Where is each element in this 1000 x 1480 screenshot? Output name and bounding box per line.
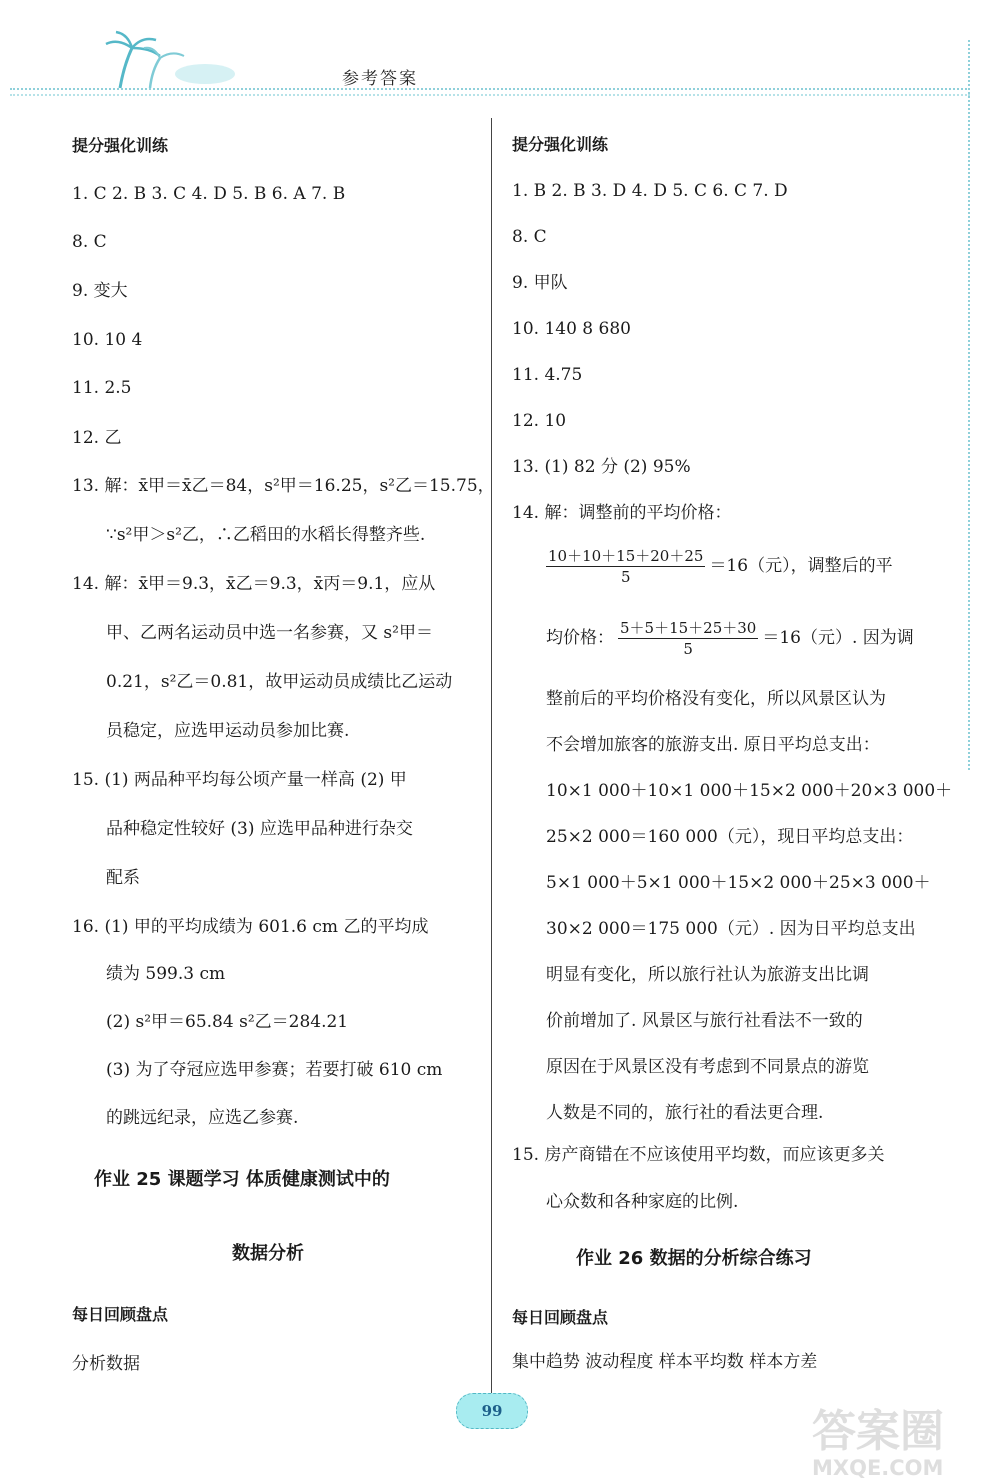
left-answer-14-line2: 甲、乙两名运动员中选一名参赛，又 s²甲＝: [106, 623, 433, 643]
left-section-title-line1: 作业 25 课题学习 体质健康测试中的: [94, 1169, 390, 1190]
left-section-title-line2: 数据分析: [232, 1243, 304, 1264]
left-answer-9: 9. 变大: [72, 281, 128, 301]
fraction-after: [618, 618, 758, 659]
left-answer-16-line5: 的跳远纪录，应选乙参赛.: [106, 1108, 299, 1128]
left-answer-16-line3: (2) s²甲＝65.84 s²乙＝284.21: [106, 1012, 349, 1032]
left-answer-11: 11. 2.5: [72, 378, 132, 398]
right-heading-review: 每日回顾盘点: [512, 1308, 609, 1327]
right-answer-14-fraction-line: [542, 546, 893, 587]
watermark-text-cn: 答案圈: [812, 1406, 944, 1457]
right-answer-15-line2: 心众数和各种家庭的比例.: [546, 1192, 739, 1212]
fraction-numerator: 10＋10＋15＋20＋25: [548, 547, 704, 565]
left-answer-16-line1: 16. (1) 甲的平均成绩为 601.6 cm 乙的平均成: [72, 917, 429, 937]
left-answer-14-line1: 14. 解：x̄甲＝9.3，x̄乙＝9.3，x̄丙＝9.1，应从: [72, 574, 436, 594]
palm-tree-icon: [80, 30, 240, 90]
avg-price-label: 均价格：: [546, 628, 614, 648]
right-answer-9: 9. 甲队: [512, 273, 568, 293]
left-answer-16-line2: 绩为 599.3 cm: [106, 964, 226, 984]
fraction-denominator: 5: [683, 640, 693, 658]
column-divider: [491, 118, 492, 1408]
right-answer-14-line7: 25×2 000＝160 000（元），现日平均总支出：: [546, 827, 914, 847]
right-answer-14-line10: 明显有变化，所以旅行社认为旅游支出比调: [546, 965, 869, 985]
left-answer-10: 10. 10 4: [72, 330, 143, 350]
left-answer-13-line2: ∵s²甲＞s²乙，∴乙稻田的水稻长得整齐些.: [106, 525, 426, 545]
left-answer-15-line3: 配系: [106, 868, 140, 888]
right-answer-14-line9: 30×2 000＝175 000（元）. 因为日平均总支出: [546, 919, 916, 939]
left-review-text: 分析数据: [72, 1354, 140, 1374]
right-answer-10: 10. 140 8 680: [512, 319, 631, 339]
right-answer-14-line13: 人数是不同的，旅行社的看法更合理.: [546, 1103, 824, 1123]
watermark-logo: [812, 1408, 944, 1480]
right-answer-14-line11: 价前增加了. 风景区与旅行社看法不一致的: [546, 1011, 863, 1031]
left-answer-12: 12. 乙: [72, 428, 122, 448]
left-answer-14-line3: 0.21，s²乙＝0.81，故甲运动员成绩比乙运动: [106, 672, 453, 692]
fraction-result-text: ＝16（元），调整后的平: [709, 556, 893, 576]
fraction-result-text: ＝16（元）. 因为调: [762, 628, 914, 648]
left-answer-1-7: 1. C 2. B 3. C 4. D 5. B 6. A 7. B: [72, 184, 346, 204]
margin-dotted-line: [968, 40, 970, 770]
right-answer-14-line3: [546, 618, 914, 659]
right-answer-1-7: 1. B 2. B 3. D 4. D 5. C 6. C 7. D: [512, 181, 788, 201]
right-answer-15-line1: 15. 房产商错在不应该使用平均数，而应该更多关: [512, 1145, 885, 1165]
right-answer-14-line4: 整前后的平均价格没有变化，所以风景区认为: [546, 689, 886, 709]
left-heading-review: 每日回顾盘点: [72, 1305, 169, 1324]
right-answer-12: 12. 10: [512, 411, 567, 431]
right-answer-14-line8: 5×1 000＋5×1 000＋15×2 000＋25×3 000＋: [546, 873, 931, 893]
header-dotted-line-2: [10, 94, 970, 96]
left-heading-training: 提分强化训练: [72, 136, 169, 155]
fraction-denominator: 5: [620, 568, 631, 586]
right-answer-11: 11. 4.75: [512, 365, 583, 385]
right-review-text: 集中趋势 波动程度 样本平均数 样本方差: [512, 1352, 818, 1372]
right-heading-training: 提分强化训练: [512, 135, 609, 154]
left-answer-13-line1: 13. 解：x̄甲＝x̄乙＝84，s²甲＝16.25，s²乙＝15.75，: [72, 476, 495, 496]
left-answer-16-line4: (3) 为了夺冠应选甲参赛；若要打破 610 cm: [106, 1060, 443, 1080]
fraction-numerator: 5＋5＋15＋25＋30: [620, 619, 757, 637]
right-answer-13: 13. (1) 82 分 (2) 95%: [512, 457, 691, 477]
page-header: [0, 0, 1000, 110]
fraction-before: [546, 546, 705, 587]
right-answer-14-line6: 10×1 000＋10×1 000＋15×2 000＋20×3 000＋: [546, 781, 953, 801]
right-answer-14-line1: 14. 解：调整前的平均价格：: [512, 503, 732, 523]
right-answer-14-line12: 原因在于风景区没有考虑到不同景点的游览: [546, 1057, 869, 1077]
left-answer-14-line4: 员稳定，应选甲运动员参加比赛.: [106, 721, 350, 741]
page-number-badge: 99: [456, 1393, 528, 1429]
right-answer-8: 8. C: [512, 227, 547, 247]
right-answer-14-line5: 不会增加旅客的旅游支出. 原日平均总支出：: [546, 735, 880, 755]
header-dotted-line: [10, 88, 970, 90]
page-title: 参考答案: [342, 69, 418, 89]
left-answer-15-line1: 15. (1) 两品种平均每公顷产量一样高 (2) 甲: [72, 770, 407, 790]
left-answer-8: 8. C: [72, 232, 107, 252]
right-section-title: 作业 26 数据的分析综合练习: [576, 1248, 812, 1269]
watermark-text-en: MXQE.COM: [812, 1456, 944, 1480]
left-answer-15-line2: 品种稳定性较好 (3) 应选甲品种进行杂交: [106, 819, 413, 839]
